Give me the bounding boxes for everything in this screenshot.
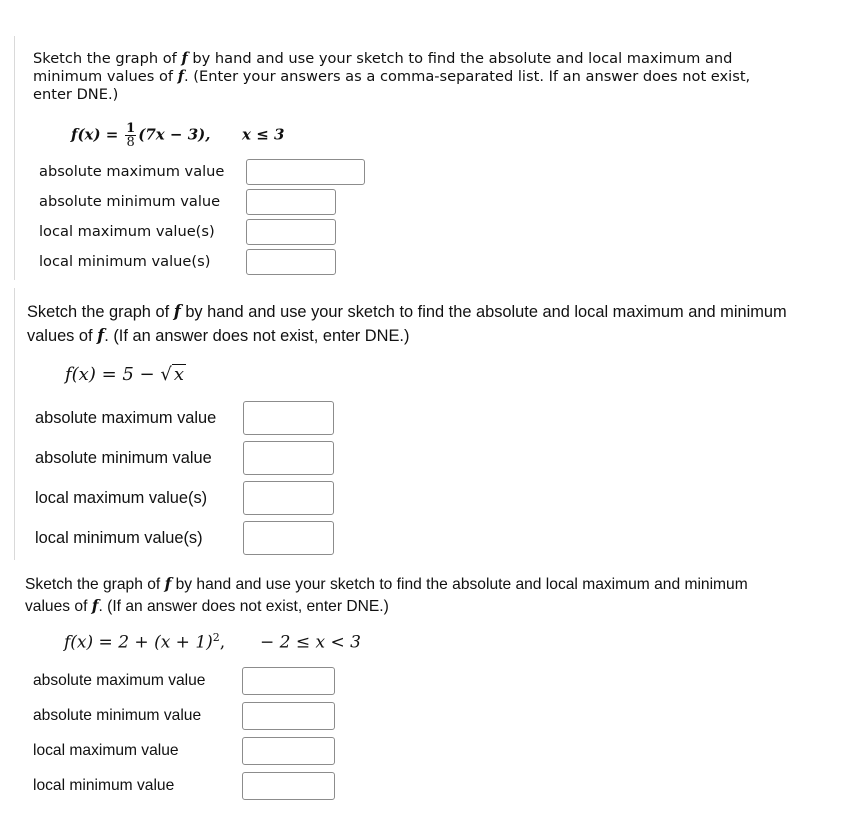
- problem-1-local-max-label: local maximum value(s): [39, 223, 215, 240]
- problem-1-abs-max-input[interactable]: [246, 159, 365, 185]
- problem-3-abs-max-label: absolute maximum value: [33, 672, 206, 689]
- problem-1-abs-min-label: absolute minimum value: [39, 193, 221, 210]
- sqrt-symbol: √ x: [160, 364, 185, 385]
- problem-3-local-min-input[interactable]: [242, 772, 335, 800]
- problem-2-local-max-input[interactable]: [243, 481, 334, 515]
- problem-2-local-min-input[interactable]: [243, 521, 334, 555]
- problem-3: [14, 565, 814, 815]
- problem-3-formula: $f(x) = 2 + (x + 1)^2$, − 2 ≤ x < 3: [64, 631, 361, 653]
- problem-1-abs-min-input[interactable]: [246, 189, 336, 215]
- problem-2-abs-max-label: absolute maximum value: [35, 409, 217, 427]
- problem-1-local-max-input[interactable]: [246, 219, 336, 245]
- problem-3-abs-min-input[interactable]: [242, 702, 335, 730]
- problem-1-local-min-label: local minimum value(s): [39, 253, 211, 270]
- problem-2-local-min-label: local minimum value(s): [35, 529, 203, 547]
- problem-3-prompt: Sketch the graph of f by hand and use your sketch to find the absolute and local maximum and minimum values of f. (If an answer does not exist, enter DNE.): [25, 574, 748, 615]
- problem-1-formula: f(x) = $\frac{1}{8}$ (7x − 3), x ≤ 3: [71, 121, 285, 150]
- problem-2-local-max-label: local maximum value(s): [35, 489, 208, 507]
- problem-1: [14, 36, 815, 280]
- problem-3-abs-min-label: absolute minimum value: [33, 707, 202, 724]
- problem-1-prompt: Sketch the graph of f by hand and use your sketch to find the absolute and local maximum and minimum values of f. (Enter your answers as a comma-separated list. If an answer does not exist, enter DNE.): [33, 50, 751, 103]
- problem-2-prompt: Sketch the graph of f by hand and use your sketch to find the absolute and local maximum and minimum values of f. (If an answer does not exist, enter DNE.): [27, 302, 787, 345]
- problem-3-abs-max-input[interactable]: [242, 667, 335, 695]
- problem-3-local-max-label: local maximum value: [33, 742, 179, 759]
- problem-2-abs-min-input[interactable]: [243, 441, 334, 475]
- problem-2: [14, 288, 815, 560]
- problem-2-formula: f(x) = 5 − √ x: [65, 364, 185, 385]
- problem-2-abs-max-input[interactable]: [243, 401, 334, 435]
- problem-3-local-min-label: local minimum value: [33, 777, 175, 794]
- problem-2-abs-min-label: absolute minimum value: [35, 449, 212, 467]
- problem-3-local-max-input[interactable]: [242, 737, 335, 765]
- problem-1-abs-max-label: absolute maximum value: [39, 163, 225, 180]
- problem-1-local-min-input[interactable]: [246, 249, 336, 275]
